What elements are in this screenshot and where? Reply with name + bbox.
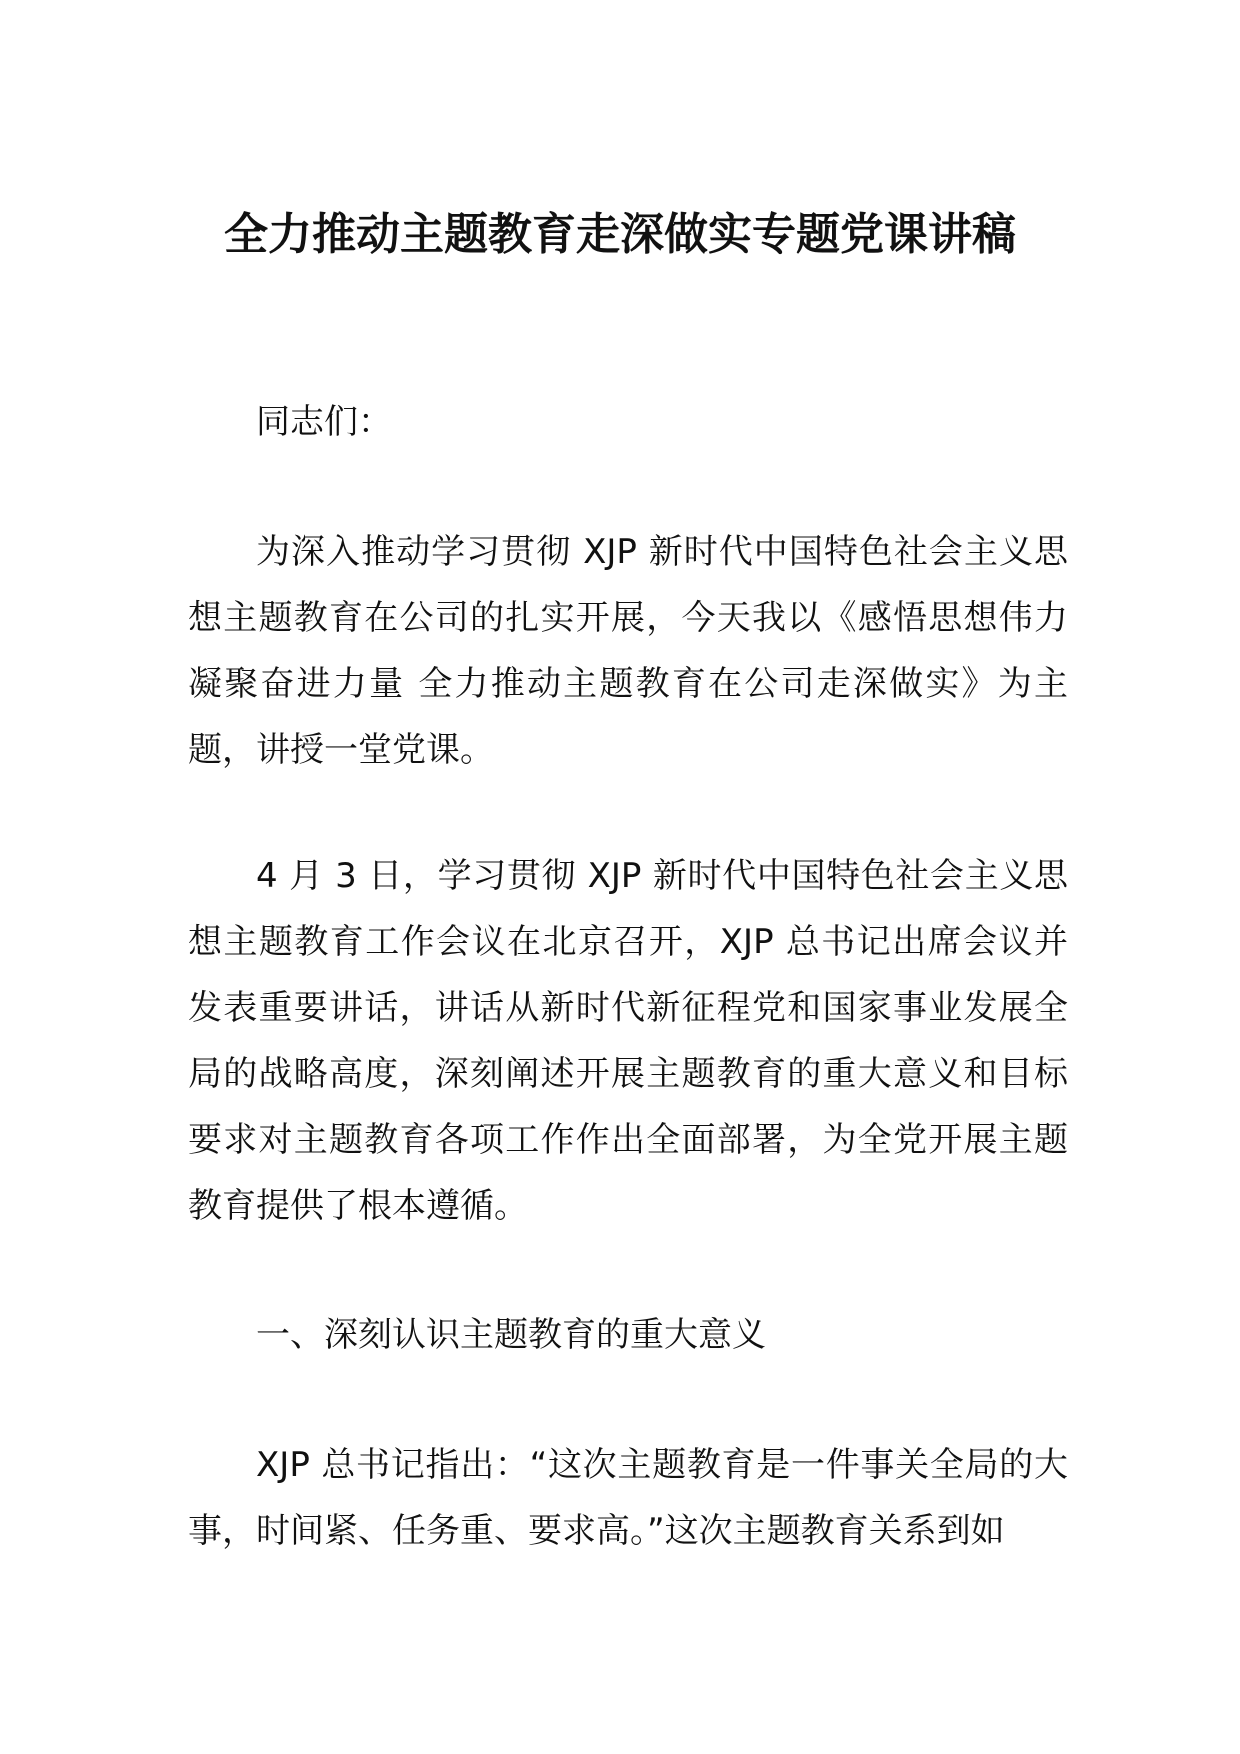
section-paragraph: XJP 总书记指出：“这次主题教育是一件事关全局的大事，时间紧、任务重、要求高。”这次主题教育关系到如 [188, 1445, 1068, 1551]
greeting-block [188, 389, 1068, 455]
section-heading: 一、深刻认识主题教育的重大意义 [256, 1315, 766, 1355]
section-heading-block [188, 1302, 1068, 1368]
paragraph-block-3 [188, 1432, 1068, 1564]
document-title: 全力推动主题教育走深做实专题党课讲稿 [224, 209, 1016, 260]
paragraph-block-1 [188, 519, 1068, 783]
paragraph-block-2 [188, 843, 1068, 1239]
paragraph-2: 4 月 3 日，学习贯彻 XJP 新时代中国特色社会主义思想主题教育工作会议在北京召开，XJP 总书记出席会议并发表重要讲话，讲话从新时代新征程党和国家事业发展全局的战略高度，深刻阐述开展主题教育的重大意义和目标要求对主题教育各项工作作出全面部署，为全党开展主题教育提供了根本遵循。 [188, 856, 1068, 1226]
paragraph-1: 为深入推动学习贯彻 XJP 新时代中国特色社会主义思想主题教育在公司的扎实开展，今天我以《感悟思想伟力 凝聚奋进力量 全力推动主题教育在公司走深做实》为主题，讲授一堂党课。 [188, 532, 1068, 770]
greeting-text: 同志们： [256, 402, 392, 442]
